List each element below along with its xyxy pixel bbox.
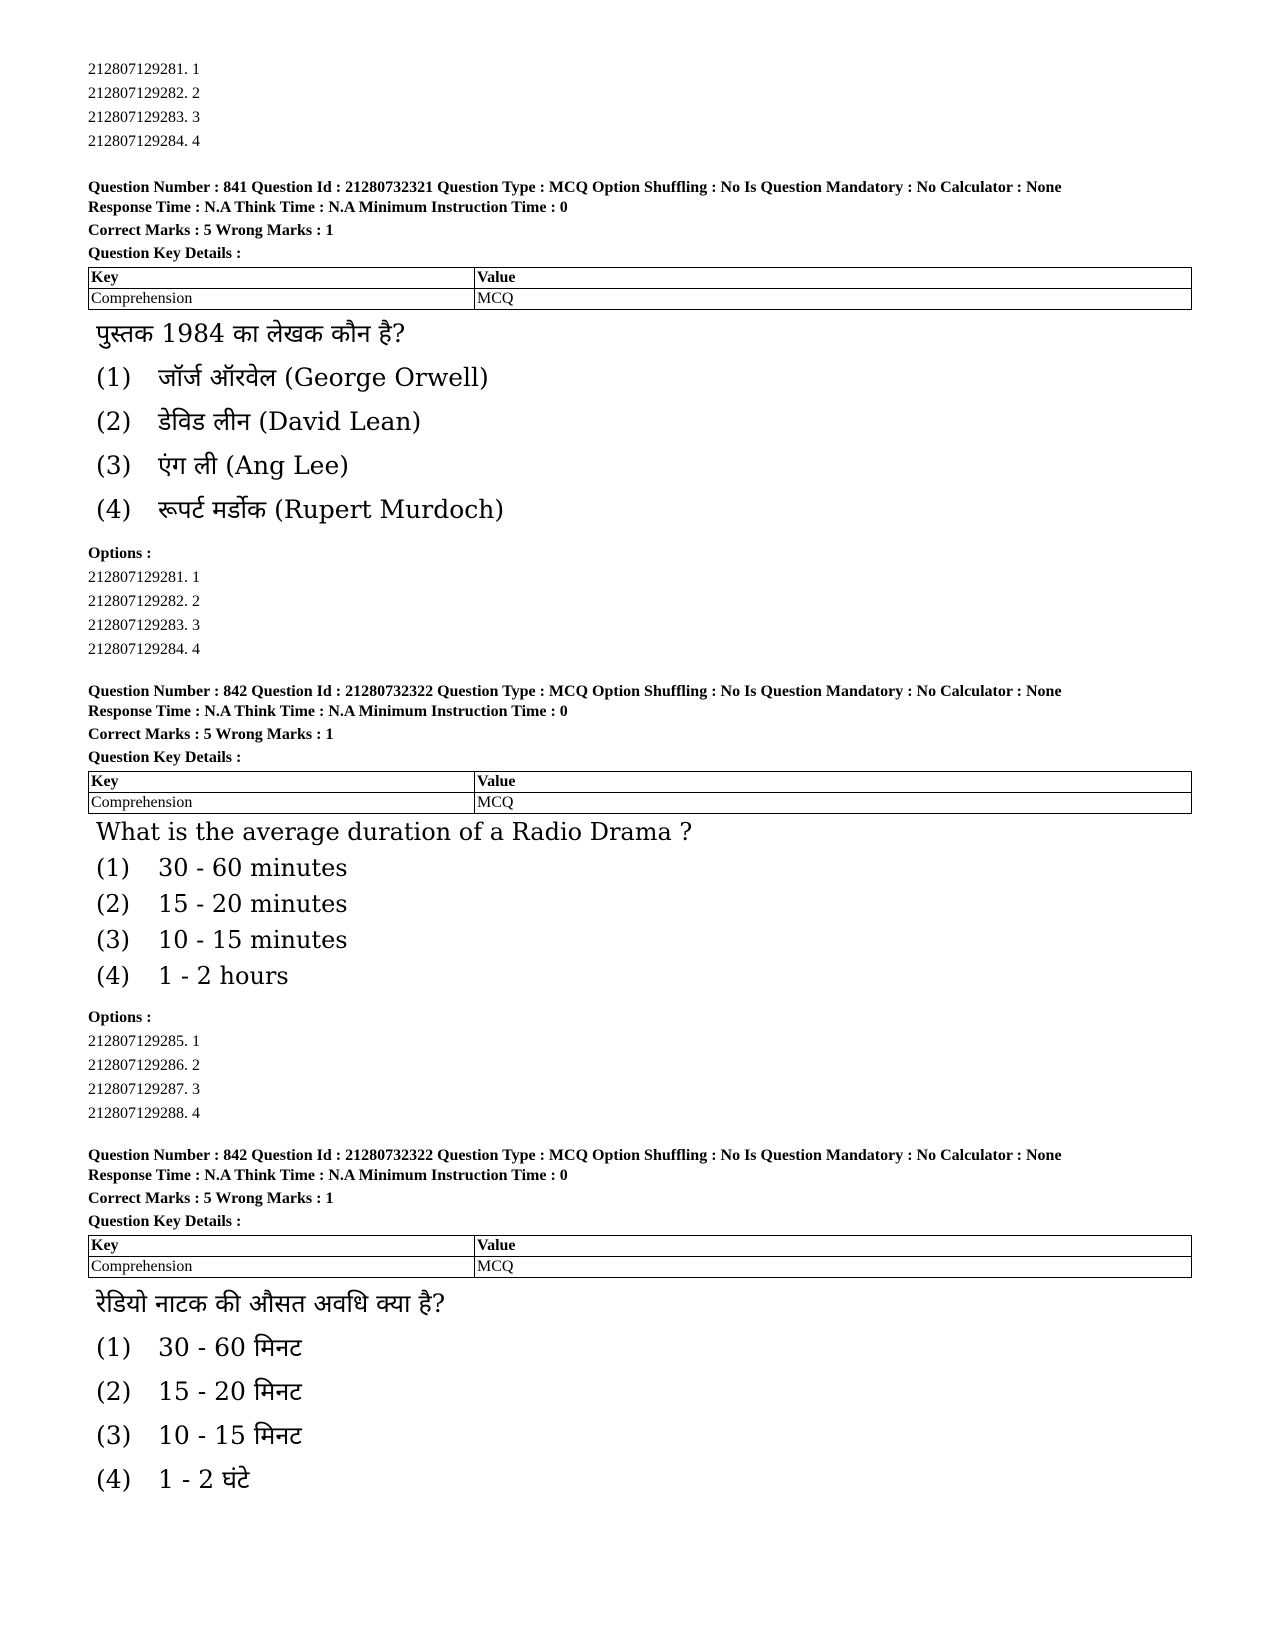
value-header: Value xyxy=(475,772,1192,793)
options-section xyxy=(88,1006,200,1126)
question-meta-line1: Question Number : 842 Question Id : 21280732322 Question Type : MCQ Option Shuffling : No Is Question Mandatory : No Calculator : None xyxy=(88,1147,1062,1164)
question-content xyxy=(96,316,504,536)
choice-number: (4) xyxy=(96,1465,132,1494)
question-marks: Correct Marks : 5 Wrong Marks : 1 xyxy=(88,1190,334,1207)
option-id: 212807129288. 4 xyxy=(88,1105,200,1122)
value-cell: MCQ xyxy=(475,793,1192,814)
choice-text: 10 - 15 minutes xyxy=(158,926,348,954)
choice-number: (3) xyxy=(96,926,130,954)
choice-number: (4) xyxy=(96,495,132,524)
key-details-label: Question Key Details : xyxy=(88,245,242,262)
table-header-row xyxy=(89,772,1192,793)
option-id: 212807129284. 4 xyxy=(88,133,200,150)
question-meta-line1: Question Number : 842 Question Id : 21280732322 Question Type : MCQ Option Shuffling : No Is Question Mandatory : No Calculator : None xyxy=(88,683,1062,700)
key-header: Key xyxy=(89,772,475,793)
question-block-842-en xyxy=(88,682,1192,1122)
choice-number: (2) xyxy=(96,890,130,918)
choice-2 xyxy=(96,404,504,448)
table-header-row xyxy=(89,1236,1192,1257)
key-cell: Comprehension xyxy=(89,793,475,814)
choice-number: (2) xyxy=(96,407,132,436)
options-label: Options : xyxy=(88,545,152,562)
choice-3 xyxy=(96,1418,445,1462)
choice-number: (3) xyxy=(96,451,132,480)
question-text: रेडियो नाटक की औसत अवधि क्या है? xyxy=(96,1289,446,1318)
choice-text: 15 - 20 मिनट xyxy=(158,1377,302,1406)
table-row xyxy=(89,793,1192,814)
choice-number: (4) xyxy=(96,962,130,990)
key-cell: Comprehension xyxy=(89,289,475,310)
choice-number: (1) xyxy=(96,854,130,882)
question-content xyxy=(96,1286,445,1506)
option-id: 212807129283. 3 xyxy=(88,109,200,126)
question-meta-line1: Question Number : 841 Question Id : 21280732321 Question Type : MCQ Option Shuffling : No Is Question Mandatory : No Calculator : None xyxy=(88,179,1062,196)
choice-1 xyxy=(96,854,692,890)
key-value-table xyxy=(88,771,1192,814)
choice-4 xyxy=(96,1462,445,1506)
table-row xyxy=(89,289,1192,310)
table-header-row xyxy=(89,268,1192,289)
value-cell: MCQ xyxy=(475,289,1192,310)
question-text: What is the average duration of a Radio Drama ? xyxy=(96,818,693,846)
option-id: 212807129281. 1 xyxy=(88,61,200,78)
top-options-list xyxy=(88,58,200,154)
key-value-table xyxy=(88,267,1192,310)
choice-number: (1) xyxy=(96,363,132,392)
option-id: 212807129285. 1 xyxy=(88,1033,200,1050)
option-id: 212807129283. 3 xyxy=(88,617,200,634)
question-meta-line2: Response Time : N.A Think Time : N.A Minimum Instruction Time : 0 xyxy=(88,199,568,216)
choice-text: जॉर्ज ऑरवेल (George Orwell) xyxy=(158,363,489,392)
value-header: Value xyxy=(475,1236,1192,1257)
question-marks: Correct Marks : 5 Wrong Marks : 1 xyxy=(88,726,334,743)
value-cell: MCQ xyxy=(475,1257,1192,1278)
option-id: 212807129284. 4 xyxy=(88,641,200,658)
question-meta-line2: Response Time : N.A Think Time : N.A Minimum Instruction Time : 0 xyxy=(88,1167,568,1184)
option-id: 212807129282. 2 xyxy=(88,85,200,102)
choice-text: 1 - 2 घंटे xyxy=(158,1465,250,1494)
choice-text: एंग ली (Ang Lee) xyxy=(158,451,350,480)
choice-2 xyxy=(96,1374,445,1418)
choice-text: डेविड लीन (David Lean) xyxy=(158,407,422,436)
choice-4 xyxy=(96,492,504,536)
option-id: 212807129281. 1 xyxy=(88,569,200,586)
key-details-label: Question Key Details : xyxy=(88,1213,242,1230)
question-block-842-hi xyxy=(88,1146,1192,1494)
choice-1 xyxy=(96,1330,445,1374)
key-value-table xyxy=(88,1235,1192,1278)
question-content xyxy=(96,818,692,998)
question-meta-line2: Response Time : N.A Think Time : N.A Minimum Instruction Time : 0 xyxy=(88,703,568,720)
choice-text: 15 - 20 minutes xyxy=(158,890,348,918)
choice-2 xyxy=(96,890,692,926)
choice-number: (1) xyxy=(96,1333,132,1362)
value-header: Value xyxy=(475,268,1192,289)
option-id: 212807129286. 2 xyxy=(88,1057,200,1074)
options-section xyxy=(88,542,200,662)
options-label: Options : xyxy=(88,1009,152,1026)
choice-3 xyxy=(96,926,692,962)
option-id: 212807129287. 3 xyxy=(88,1081,200,1098)
choice-number: (2) xyxy=(96,1377,132,1406)
key-header: Key xyxy=(89,268,475,289)
key-header: Key xyxy=(89,1236,475,1257)
question-block-841 xyxy=(88,178,1192,658)
choice-text: 1 - 2 hours xyxy=(158,962,289,990)
option-id: 212807129282. 2 xyxy=(88,593,200,610)
question-text: पुस्तक 1984 का लेखक कौन है? xyxy=(96,319,406,348)
choice-number: (3) xyxy=(96,1421,132,1450)
choice-text: 30 - 60 minutes xyxy=(158,854,348,882)
choice-4 xyxy=(96,962,692,998)
choice-text: 30 - 60 मिनट xyxy=(158,1333,302,1362)
choice-3 xyxy=(96,448,504,492)
question-marks: Correct Marks : 5 Wrong Marks : 1 xyxy=(88,222,334,239)
choice-text: 10 - 15 मिनट xyxy=(158,1421,302,1450)
choice-text: रूपर्ट मर्डोक (Rupert Murdoch) xyxy=(158,495,505,524)
key-cell: Comprehension xyxy=(89,1257,475,1278)
key-details-label: Question Key Details : xyxy=(88,749,242,766)
table-row xyxy=(89,1257,1192,1278)
choice-1 xyxy=(96,360,504,404)
